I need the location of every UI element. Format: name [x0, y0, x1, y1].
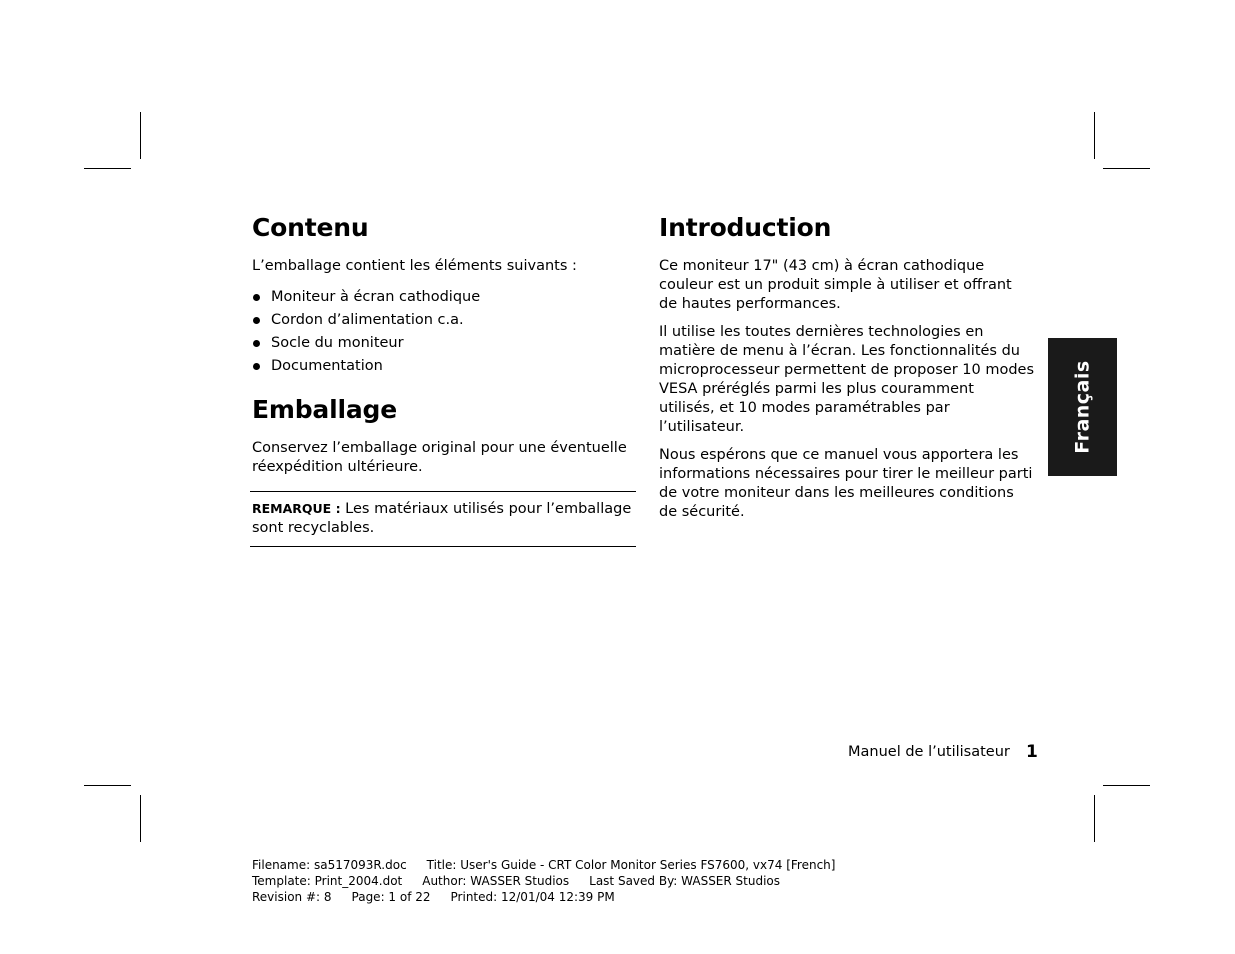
- metadata-title: Title: User's Guide - CRT Color Monitor Series FS7600, vx74 [French]: [426, 858, 836, 872]
- language-tab-label: Français: [1071, 360, 1094, 454]
- page-number: 1: [1026, 742, 1038, 762]
- list-item: Socle du moniteur: [252, 332, 634, 355]
- intro-paragraph: Il utilise les toutes dernières technologies en matière de menu à l’écran. Les fonctionnalités du microprocesseur permettent de proposer 10 modes VESA préréglés parmi les plus couramment utilisés, et 10 modes paramétrables par l’utilisateur.: [659, 324, 1035, 435]
- crop-mark: [1094, 795, 1095, 842]
- list-item: Cordon d’alimentation c.a.: [252, 309, 634, 332]
- crop-mark: [140, 112, 141, 159]
- metadata-printed: Printed: 12/01/04 12:39 PM: [450, 890, 615, 904]
- metadata-last-saved: Last Saved By: WASSER Studios: [589, 874, 781, 888]
- contents-list: [252, 286, 634, 378]
- metadata-row: [252, 889, 855, 905]
- crop-mark: [84, 168, 131, 169]
- list-item: Moniteur à écran cathodique: [252, 286, 634, 309]
- emballage-heading: Emballage: [252, 395, 397, 424]
- contenu-heading: Contenu: [252, 213, 369, 242]
- crop-mark: [84, 785, 131, 786]
- language-tab: [1048, 338, 1117, 476]
- metadata-page: Page: 1 of 22: [351, 890, 431, 904]
- introduction-heading: Introduction: [659, 213, 832, 242]
- footer-label: Manuel de l’utilisateur: [848, 744, 1010, 760]
- metadata-author: Author: WASSER Studios: [422, 874, 570, 888]
- intro-paragraph: Ce moniteur 17" (43 cm) à écran cathodique couleur est un produit simple à utiliser et offrant de hautes performances.: [659, 258, 1012, 312]
- note-box: [250, 491, 636, 547]
- metadata-row: [252, 857, 855, 873]
- right-column: [659, 212, 1034, 522]
- left-column: [252, 212, 634, 547]
- metadata-row: [252, 873, 855, 889]
- crop-mark: [1103, 168, 1150, 169]
- note-text: Les matériaux utilisés pour l’emballage sont recyclables.: [252, 501, 632, 536]
- crop-mark: [140, 795, 141, 842]
- metadata-filename: Filename: sa517093R.doc: [252, 858, 407, 872]
- crop-mark: [1094, 112, 1095, 159]
- list-item: Documentation: [252, 355, 634, 378]
- intro-paragraph: Nous espérons que ce manuel vous apportera les informations nécessaires pour tirer le meilleur parti de votre moniteur dans les meilleures conditions de sécurité.: [659, 447, 1033, 520]
- metadata-template: Template: Print_2004.dot: [252, 874, 403, 888]
- crop-mark: [1103, 785, 1150, 786]
- note-label: REMARQUE :: [252, 501, 341, 516]
- metadata-revision: Revision #: 8: [252, 890, 332, 904]
- emballage-text: Conservez l’emballage original pour une éventuelle réexpédition ultérieure.: [252, 440, 627, 475]
- contenu-lead: L’emballage contient les éléments suivants :: [252, 258, 577, 274]
- print-metadata: [252, 857, 855, 905]
